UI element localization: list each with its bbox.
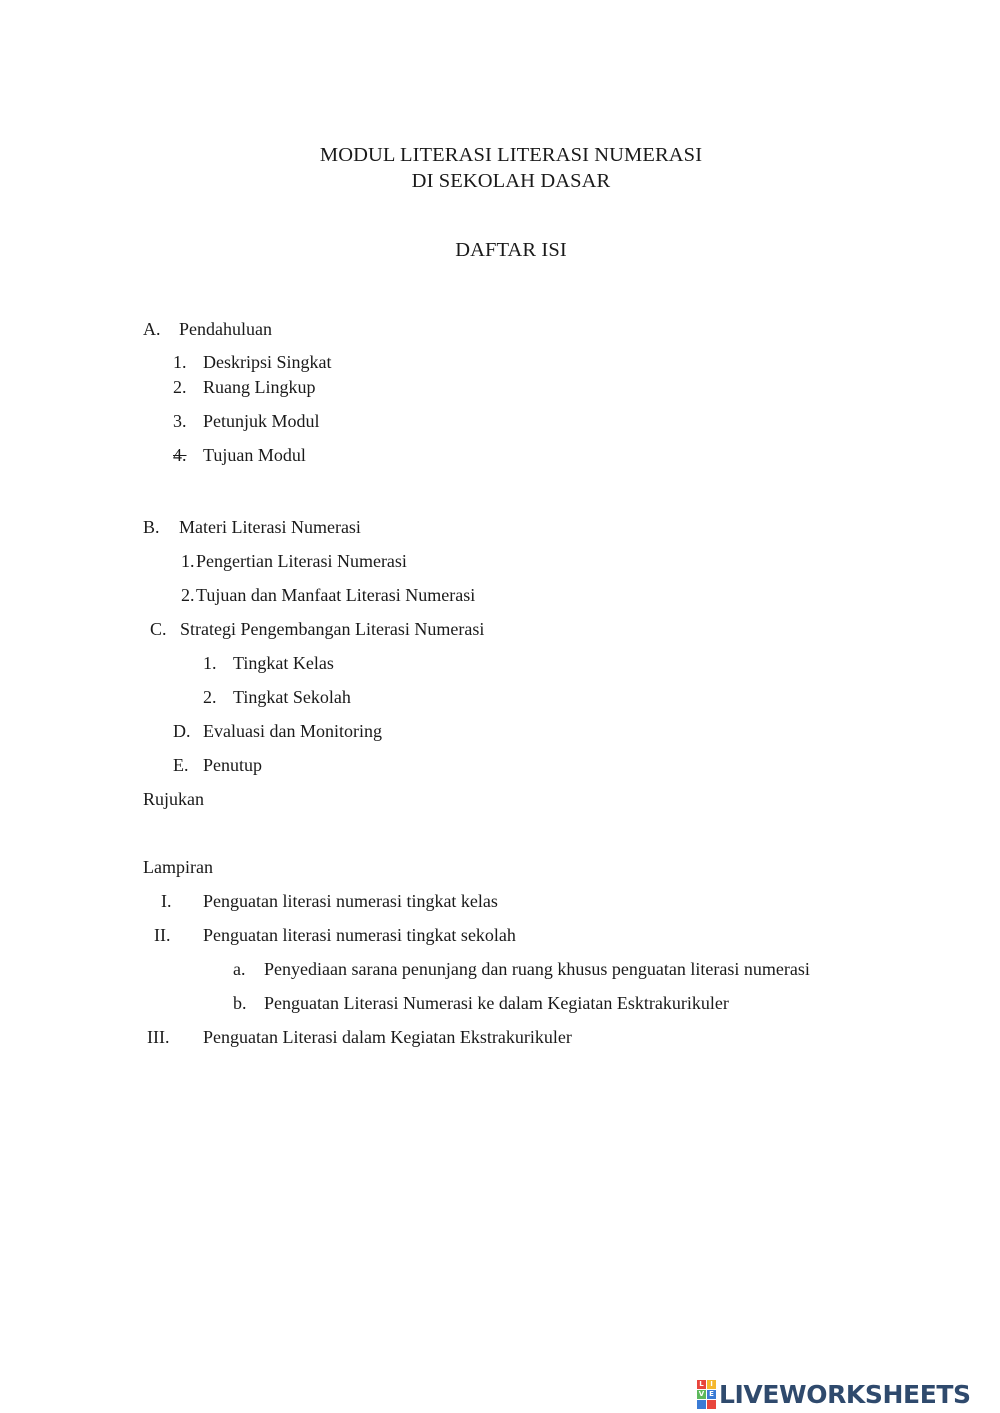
document-title-line-2: DI SEKOLAH DASAR <box>411 170 611 192</box>
section-title: Pendahuluan <box>179 319 272 339</box>
document-title-line-1: MODUL LITERASI LITERASI NUMERASI <box>319 144 703 166</box>
liveworksheets-logo <box>697 1378 971 1410</box>
toc-lampiran: Lampiran <box>143 857 213 877</box>
section-title: Evaluasi dan Monitoring <box>203 721 382 741</box>
liveworksheets-logo-icon: L I V E <box>697 1380 716 1409</box>
section-label: C. <box>150 619 167 639</box>
section-title: Strategi Pengembangan Literasi Numerasi <box>180 619 485 639</box>
liveworksheets-logo-text: LIVEWORKSHEETS <box>719 1379 971 1409</box>
section-label: D. <box>173 721 191 741</box>
section-title: Materi Literasi Numerasi <box>179 517 361 537</box>
section-title: Penutup <box>203 755 263 775</box>
section-label: E. <box>173 755 189 775</box>
toc-rujukan: Rujukan <box>143 789 204 809</box>
toc-heading: DAFTAR ISI <box>455 239 567 261</box>
section-label: B. <box>143 517 160 537</box>
section-label: A. <box>143 319 161 339</box>
document-page: MODUL LITERASI LITERASI NUMERASI DI SEKOLAH DASAR DAFTAR ISI A. Pendahuluan 1. Deskripsi Singkat 2. Ruang Lingkup 3. Petunjuk Modul 4. Tujuan Modul B. Materi Literasi Numerasi 1. Pengertian Literasi Numerasi 2. Tujuan dan Manfaat Literasi Numerasi C. Strategi Pengembangan Literasi Numerasi 1. Tingkat Kelas 2. Tingkat Sekolah D. Evaluasi dan Monitoring E. Penutup Rujukan Lampiran I. Penguatan literasi numerasi tingkat kelas II. Penguatan literasi numerasi tingkat sekolah a. Penyediaan sarana penunjang dan ruang khusus penguatan literasi numerasi b. Penguatan Literasi Numerasi ke dalam Kegiatan Esktrakurikuler III. Penguatan Literasi dalam Kegiatan Ekstrakurikuler L I V E LIVEWORKSHEETS <box>0 0 1000 1413</box>
